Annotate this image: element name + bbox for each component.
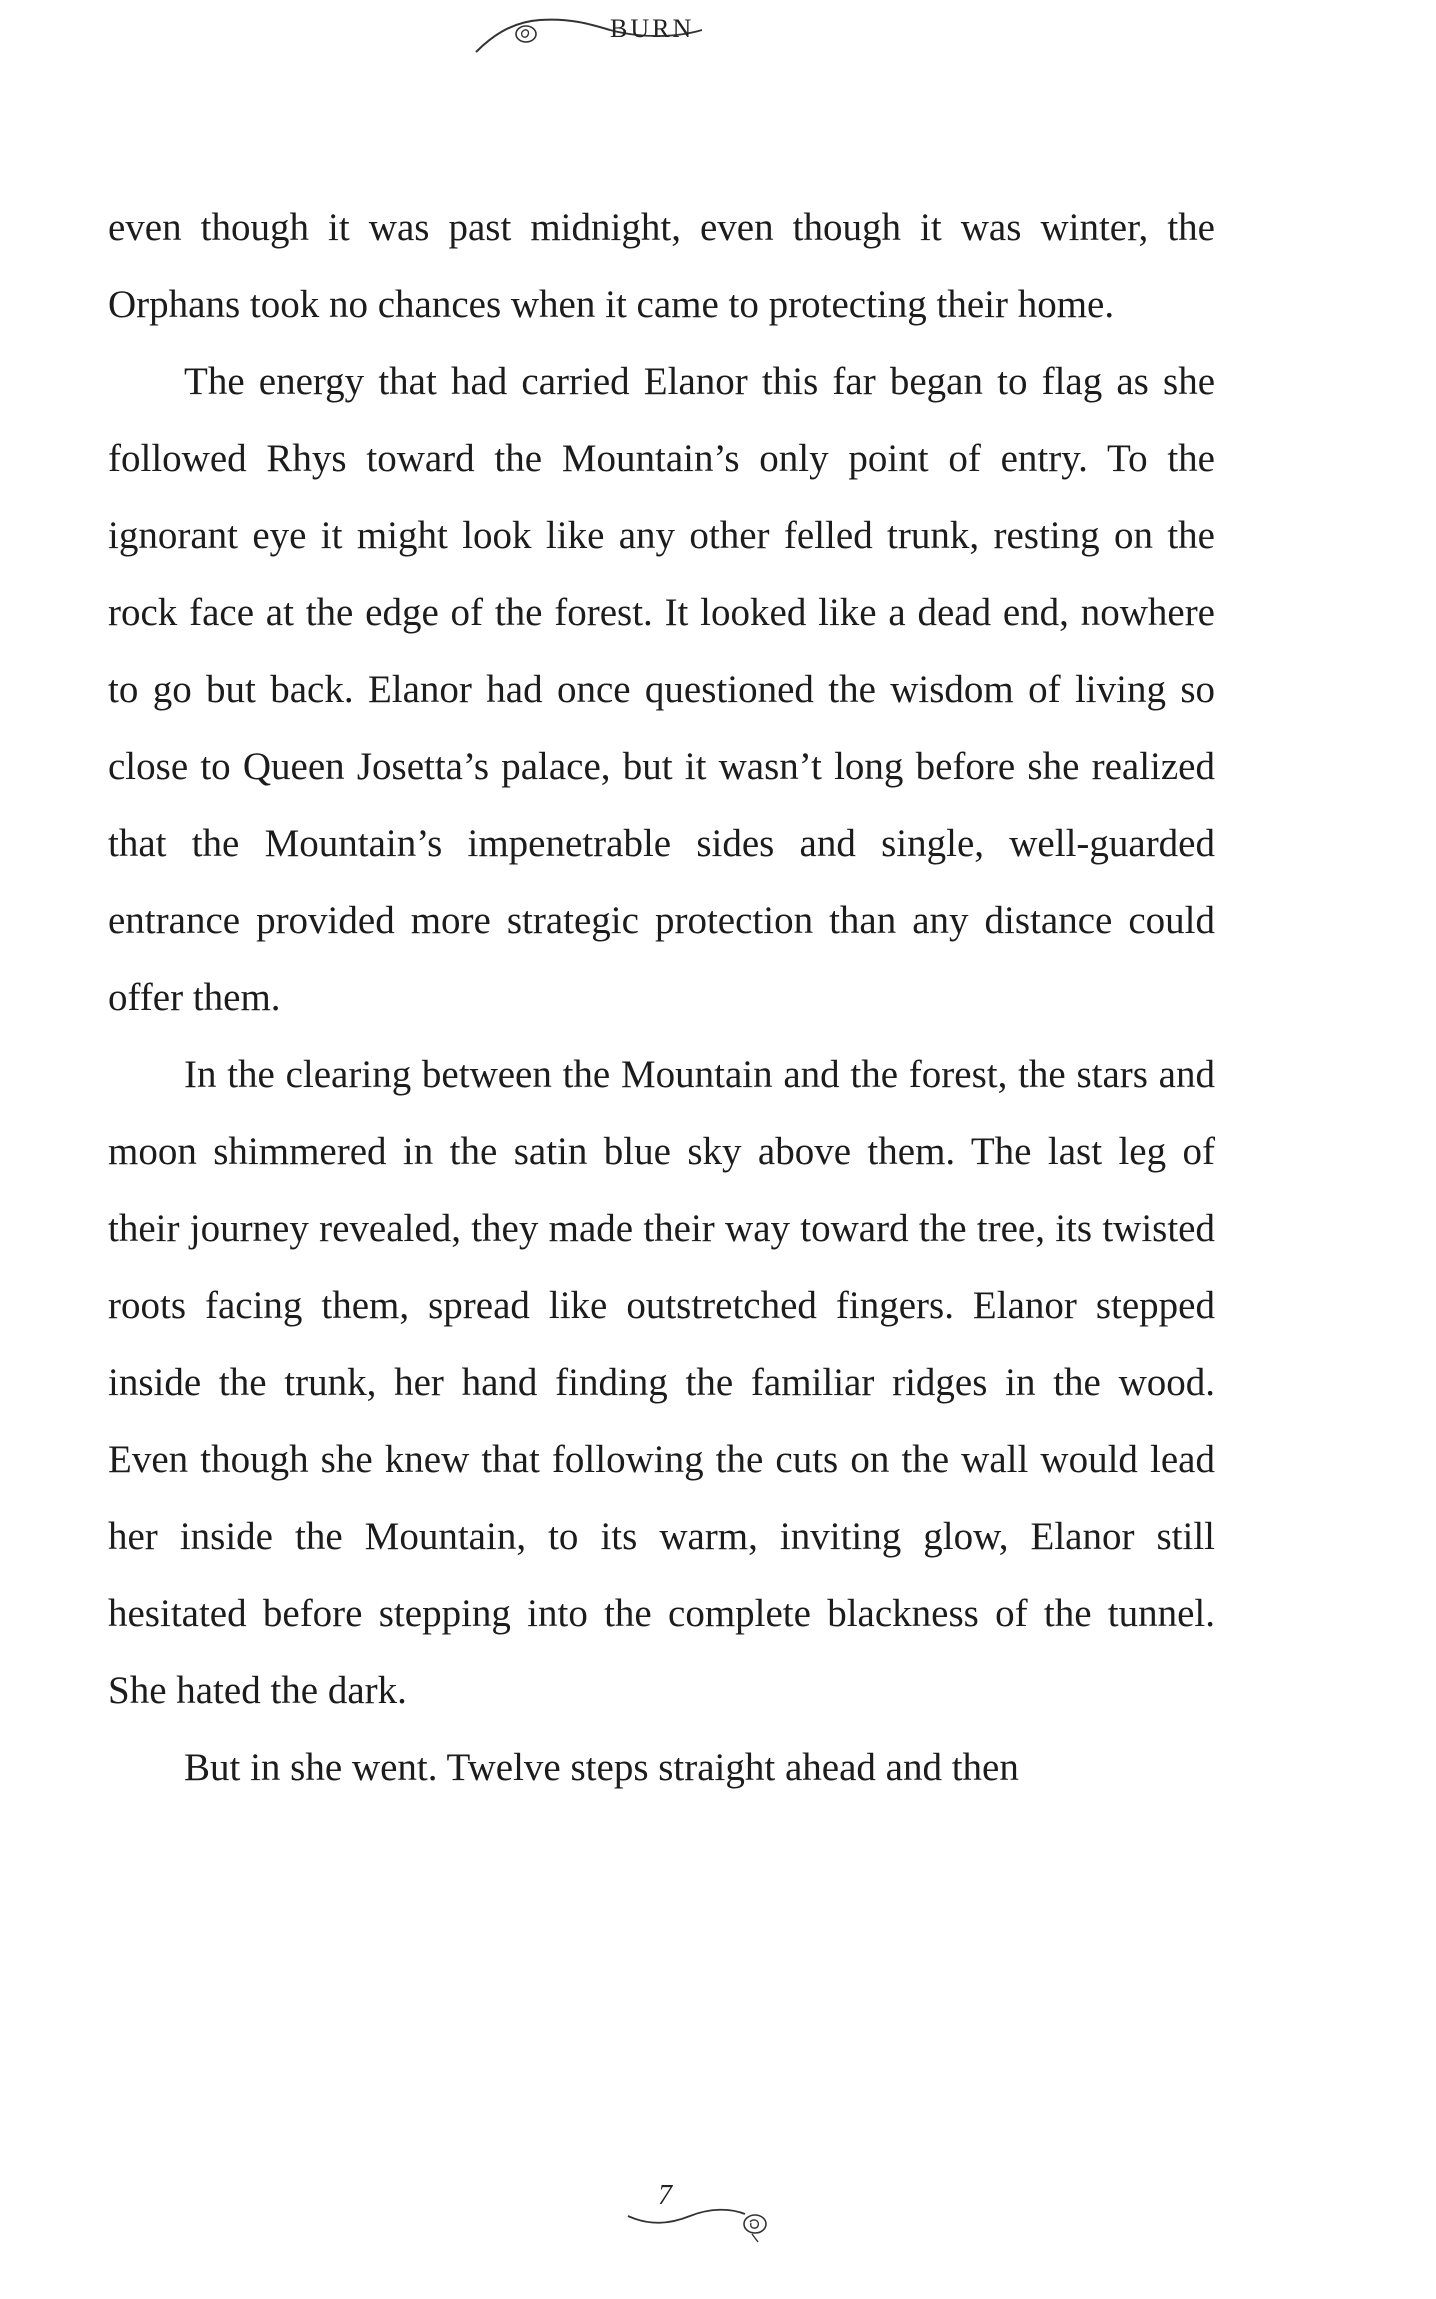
page-footer	[620, 2180, 790, 2260]
scroll-flourish-icon	[620, 2180, 790, 2260]
paragraph: But in she went. Twelve steps straight ahead and then	[184, 1746, 1019, 1789]
paragraph: even though it was past midnight, even though it was winter, the Orphans took no chances when it came to protecting their home.	[108, 206, 1215, 326]
body-text	[108, 189, 1215, 1806]
paragraph: In the clearing between the Mountain and the forest, the stars and moon shimmered in the satin blue sky above them. The last leg of their journey revealed, they made their way toward the tree, its twisted roots facing them, spread like outstretched fingers. Elanor stepped inside the trunk, her hand finding the familiar ridges in the wood. Even though she knew that following the cuts on the wall would lead her inside the Mountain, to its warm, inviting glow, Elanor still hesitated before stepping into the complete blackness of the tunnel. She hated the dark.	[108, 1053, 1215, 1712]
running-title: BURN	[610, 14, 695, 43]
running-header	[470, 8, 730, 58]
page-number: 7	[658, 2180, 672, 2211]
paragraph: The energy that had carried Elanor this far began to flag as she followed Rhys toward the Mountain’s only point of entry. To the ignorant eye it might look like any other felled trunk, resting on the rock face at the edge of the forest. It looked like a dead end, nowhere to go but back. Elanor had once questioned the wisdom of living so close to Queen Josetta’s palace, but it wasn’t long before she realized that the Mountain’s impenetrable sides and single, well-guarded entrance provided more strategic protection than any distance could offer them.	[108, 360, 1215, 1019]
